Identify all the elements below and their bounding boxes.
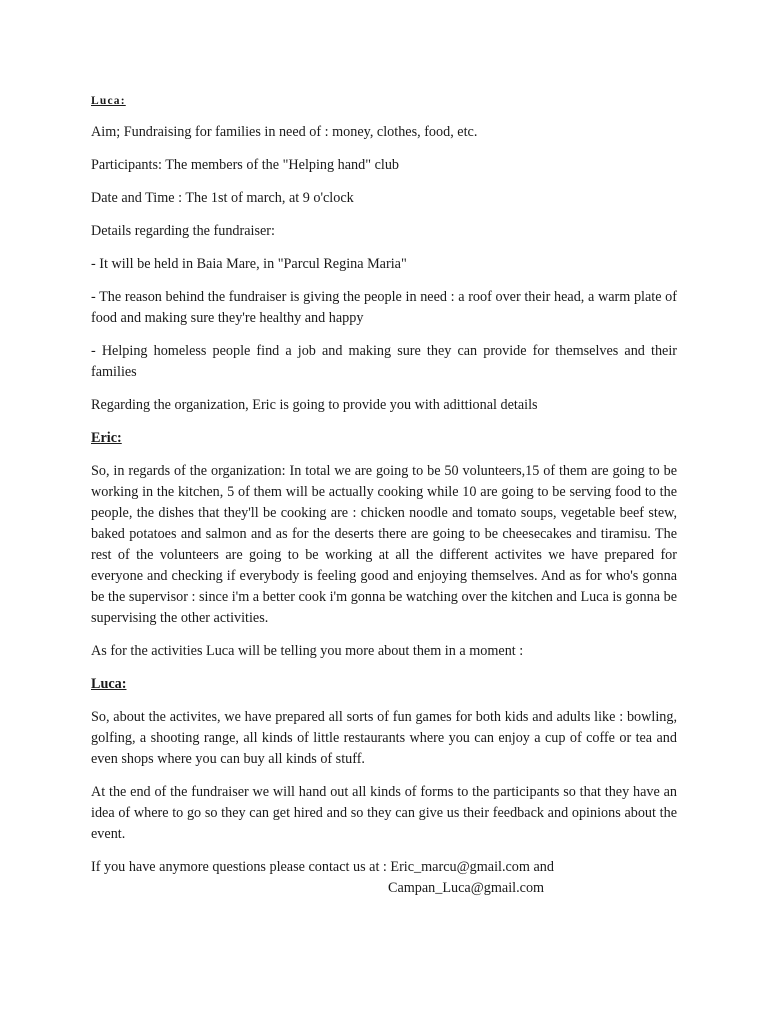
speaker-heading-eric: Eric: <box>91 430 122 446</box>
details-heading: Details regarding the fundraiser: <box>91 223 275 239</box>
detail-reason: - The reason behind the fundraiser is giving the people in need : a roof over their head, a warm plate of food and making sure they're healthy and happy <box>91 289 677 326</box>
aim-line: Aim; Fundraising for families in need of : money, clothes, food, etc. <box>91 124 478 140</box>
eric-closing-line: As for the activities Luca will be telling you more about them in a moment : <box>91 643 524 659</box>
eric-organization-paragraph: So, in regards of the organization: In total we are going to be 50 volunteers,15 of them are going to be working in the kitchen, 5 of them will be actually cooking while 10 are going to be serving food to the people, the dishes that they'll be cooking are : chicken noodle and tomato soups, vegetable beef stew, baked potatoes and salmon and as for the deserts there are going to be cheesecakes and tiramisu. The rest of the volunteers are going to be working at all the different activites we have prepared for everyone and checking if everybody is feeling good and enjoying themselves. And as for who's gonna be the supervisor : since i'm a better cook i'm gonna be watching over the kitchen and Luca is gonna be supervising the other activities. <box>91 463 677 626</box>
contact-paragraph <box>91 857 677 899</box>
document-page <box>91 92 677 911</box>
luca-activities-paragraph: So, about the activites, we have prepared all sorts of fun games for both kids and adults like : bowling, golfing, a shooting range, all kinds of little restaurants where you can enjoy a cup of coffe or tea and even shops where you can buy all kinds of stuff. <box>91 709 677 767</box>
contact-line-2: Campan_Luca@gmail.com <box>388 880 545 896</box>
luca-forms-paragraph: At the end of the fundraiser we will hand out all kinds of forms to the participants so that they have an idea of where to go so they can get hired and so they can give us their feedback and opinions about the event. <box>91 784 677 842</box>
detail-homeless: - Helping homeless people find a job and making sure they can provide for themselves and their families <box>91 343 677 380</box>
speaker-heading-luca: Luca: <box>91 95 126 107</box>
detail-location: - It will be held in Baia Mare, in "Parcul Regina Maria" <box>91 256 407 272</box>
participants-line: Participants: The members of the "Helping hand" club <box>91 157 400 173</box>
speaker-heading-luca-2: Luca: <box>91 676 127 692</box>
contact-line-1: If you have anymore questions please contact us at : Eric_marcu@gmail.com and <box>91 859 554 875</box>
regarding-organization-line: Regarding the organization, Eric is going to provide you with adittional details <box>91 397 538 413</box>
date-time-line: Date and Time : The 1st of march, at 9 o'clock <box>91 190 354 206</box>
